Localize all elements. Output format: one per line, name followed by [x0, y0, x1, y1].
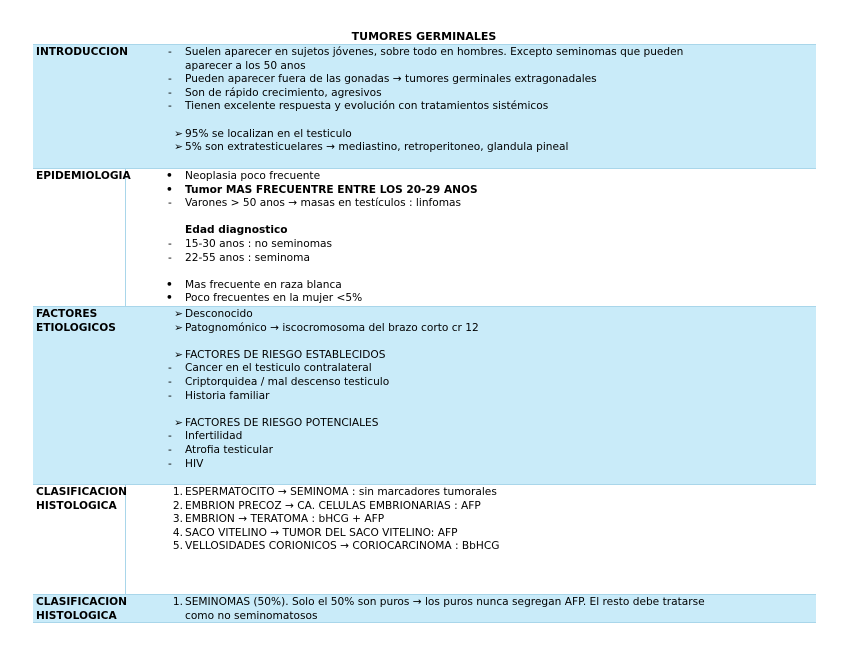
section-line	[168, 73, 597, 87]
line-text: EMBRION → TERATOMA : bHCG + AFP	[185, 513, 385, 526]
line-text: FACTORES DE RIESGO POTENCIALES	[185, 416, 379, 429]
line-text: Pueden aparecer fuera de las gonadas → tumores germinales extragonadales	[185, 73, 597, 86]
line-text: SACO VITELINO → TUMOR DEL SACO VITELINO: AFP	[185, 526, 458, 539]
line-text: 15-30 anos : no seminomas	[185, 238, 333, 250]
line-text: Suelen aparecer en sujetos jóvenes, sobre todo en hombres. Excepto seminomas que pueden	[185, 46, 684, 58]
line-text: Cancer en el testiculo contralateral	[185, 362, 372, 375]
section-line	[185, 60, 306, 74]
section-line	[172, 526, 458, 541]
line-text: Son de rápido crecimiento, agresivos	[185, 86, 382, 99]
line-text: EMBRION PRECOZ → CA. CELULAS EMBRIONARIAS : AFP	[185, 499, 481, 512]
list-marker: -	[168, 46, 172, 58]
section-line	[174, 141, 569, 155]
list-marker: ➢	[174, 321, 183, 334]
section-line	[174, 308, 253, 322]
section-line	[185, 224, 288, 238]
list-marker: -	[168, 376, 172, 388]
line-text: Criptorquidea / mal descenso testiculo	[185, 376, 390, 388]
section-label: CLASIFICACION HISTOLOGICA	[36, 596, 128, 622]
list-marker: 1.	[172, 486, 183, 498]
section-line	[168, 457, 204, 472]
line-text: 22-55 anos : seminoma	[185, 251, 310, 264]
section-line	[172, 513, 385, 527]
list-marker: -	[168, 362, 172, 375]
list-marker: 1.	[172, 596, 183, 608]
section-line	[168, 362, 372, 376]
section-line	[168, 251, 310, 266]
list-marker: •	[166, 278, 173, 291]
list-marker: ➢	[174, 141, 183, 154]
list-marker: -	[168, 238, 172, 250]
section-line	[168, 238, 333, 252]
line-text: Desconocido	[185, 308, 253, 320]
section-line	[168, 86, 382, 101]
line-text: VELLOSIDADES CORIONICOS → CORIOCARCINOMA : BbHCG	[185, 540, 500, 553]
line-text: aparecer a los 50 anos	[185, 59, 306, 72]
document-title: TUMORES GERMINALES	[351, 30, 497, 43]
list-marker: ➢	[174, 127, 183, 140]
section-label: FACTORES ETIOLOGICOS	[36, 308, 116, 334]
section-line	[168, 197, 462, 211]
list-marker: ➢	[174, 416, 183, 429]
section-line	[166, 278, 342, 293]
line-text: ESPERMATOCITO → SEMINOMA : sin marcadores tumorales	[185, 486, 497, 498]
line-text: Poco frecuentes en la mujer <5%	[185, 292, 363, 305]
line-text: como no seminomatosos	[185, 609, 318, 622]
section-row	[33, 484, 816, 595]
list-marker: •	[166, 183, 173, 196]
line-text: Tumor MAS FRECUENTRE ENTRE LOS 20-29 ANOS	[185, 183, 478, 196]
list-marker: ➢	[174, 308, 183, 320]
section-line	[168, 444, 273, 458]
line-text: Infertilidad	[185, 430, 243, 443]
list-marker: -	[168, 430, 172, 443]
line-text: Patognomónico → iscocromosoma del brazo corto cr 12	[185, 321, 479, 334]
section-row	[33, 44, 816, 169]
list-marker: -	[168, 197, 172, 210]
list-marker: •	[166, 170, 173, 182]
section-line	[174, 348, 386, 363]
list-marker: -	[168, 73, 172, 86]
section-line	[168, 430, 243, 444]
list-marker: -	[168, 251, 172, 264]
list-marker: -	[168, 389, 172, 402]
line-text: FACTORES DE RIESGO ESTABLECIDOS	[185, 348, 386, 361]
section-line	[172, 596, 705, 610]
section-line	[172, 499, 481, 514]
line-text: Tienen excelente respuesta y evolución con tratamientos sistémicos	[185, 100, 549, 113]
section-line	[168, 46, 684, 60]
line-text: Edad diagnostico	[185, 224, 288, 237]
section-line	[168, 389, 270, 404]
list-marker: 5.	[172, 540, 183, 553]
list-marker: -	[168, 444, 172, 456]
list-marker: -	[168, 86, 172, 99]
list-marker: •	[166, 292, 173, 305]
section-row	[33, 594, 816, 623]
section-line	[166, 183, 478, 198]
line-text: Mas frecuente en raza blanca	[185, 278, 342, 291]
list-marker: 2.	[172, 499, 183, 512]
list-marker: -	[168, 100, 172, 113]
section-line	[168, 100, 549, 114]
line-text: Historia familiar	[185, 389, 270, 402]
list-marker: 4.	[172, 526, 183, 539]
section-line	[172, 540, 500, 554]
section-row	[33, 306, 816, 485]
section-label: CLASIFICACION HISTOLOGICA	[36, 486, 128, 512]
table-bottom-border	[33, 622, 816, 623]
line-text: SEMINOMAS (50%). Solo el 50% son puros → los puros nunca segregan AFP. El resto debe tratarse	[185, 596, 705, 608]
section-row	[33, 168, 816, 307]
section-line	[172, 486, 497, 500]
section-line	[168, 376, 390, 390]
section-line	[166, 292, 363, 306]
line-text: Varones > 50 anos → masas en testículos : linfomas	[185, 197, 462, 210]
line-text: Atrofia testicular	[185, 444, 273, 456]
section-label: EPIDEMIOLOGIA	[36, 170, 131, 182]
line-text: HIV	[185, 457, 204, 470]
line-text: Neoplasia poco frecuente	[185, 170, 321, 182]
list-marker: -	[168, 457, 172, 470]
section-line	[174, 321, 479, 336]
list-marker: ➢	[174, 348, 183, 361]
section-line	[174, 127, 352, 142]
list-marker: 3.	[172, 513, 183, 526]
line-text: 95% se localizan en el testiculo	[185, 127, 352, 140]
section-label: INTRODUCCION	[36, 46, 128, 58]
section-line	[166, 170, 321, 184]
line-text: 5% son extratesticuelares → mediastino, retroperitoneo, glandula pineal	[185, 141, 569, 154]
section-line	[174, 416, 379, 431]
